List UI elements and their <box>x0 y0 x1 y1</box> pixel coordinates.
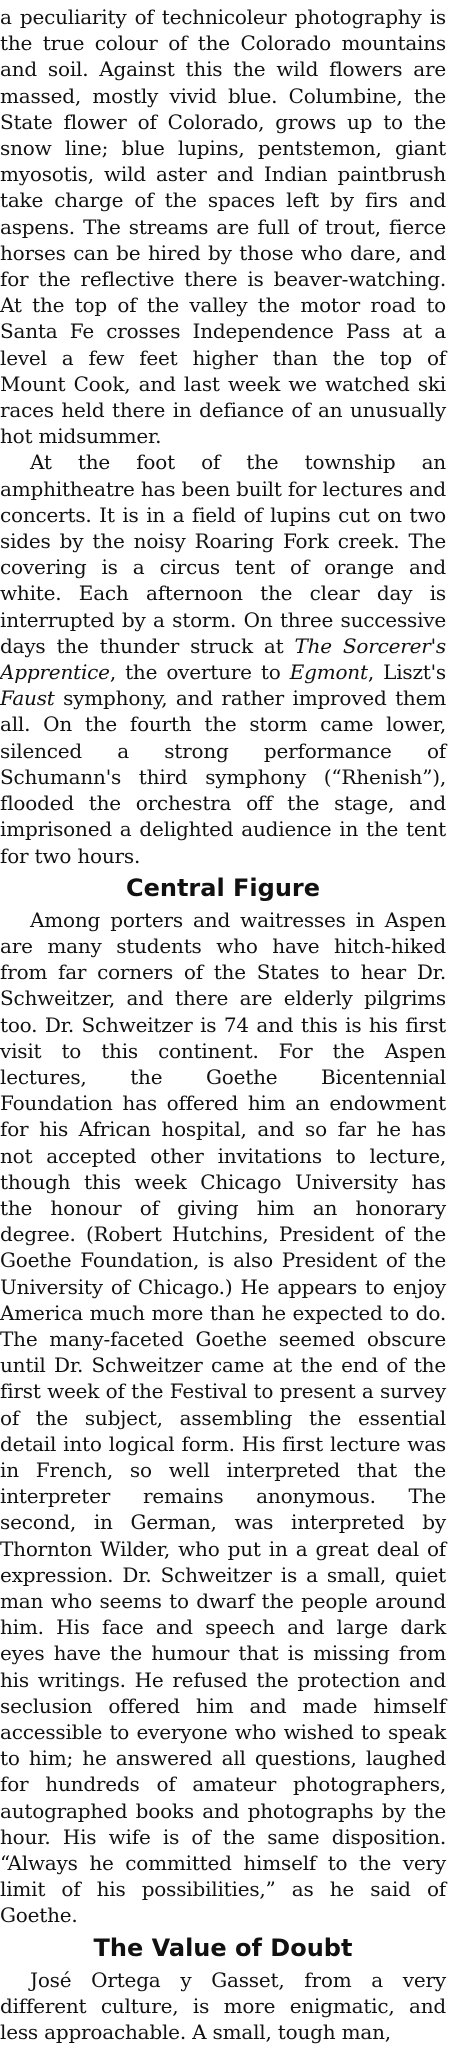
title-faust: Faust <box>0 686 55 711</box>
paragraph-amphitheatre-text-a: At the foot of the township an amphitheatre has been built for lectures and concerts. It is in a field of lupins cut on two sides by the noisy Roaring Fork creek. The covering is a circus tent of orange and white. Each afternoon the clear day is interrupted by a storm. On three successive days the thunder struck at <box>0 450 446 658</box>
paragraph-amphitheatre-text-c: , Liszt's <box>367 660 446 685</box>
paragraph-schweitzer: Among porters and waitresses in Aspen are many students who have hitch-hiked from far corners of the States to hear Dr. Schweitzer, and there are elderly pilgrims too. Dr. Schweitzer is 74 and this is his first visit to this continent. For the Aspen lectures, the Goethe Bicentennial Foundation has offered him an endowment for his African hospital, and so far he has not accepted other invitations to lecture, though this week Chicago University has the honour of giving him an honorary degree. (Robert Hutchins, President of the Goethe Foundation, is also President of the University of Chicago.) He appears to enjoy America much more than he expected to do. The many-faceted Goethe seemed obscure until Dr. Schweitzer came at the end of the first week of the Festival to present a survey of the subject, assembling the essential detail into logical form. His first lecture was in French, so well interpreted that the interpreter remains anonymous. The second, in German, was interpreted by Thornton Wilder, who put in a great deal of expression. Dr. Schweitzer is a small, quiet man who seems to dwarf the people around him. His face and speech and large dark eyes have the humour that is missing from his writings. He refused the protection and seclusion offered him and made himself accessible to everyone who wished to speak to him; he answered all questions, laughed for hundreds of amateur photographers, autographed books and photographs by the hour. His wife is of the same disposition. “Always he committed himself to the very limit of his possibilities,” as he said of Goethe. <box>0 907 446 1928</box>
paragraph-amphitheatre-text-d: symphony, and rather improved them all. On the fourth the storm came lower, silenced a strong performance of Schumann's third symphony (“Rhenish”), flooded the orchestra off the stage, and imprisoned a delighted audience in the tent for two hours. <box>0 686 446 868</box>
paragraph-amphitheatre-text-b: , the overture to <box>109 660 290 685</box>
title-egmont: Egmont <box>289 660 368 685</box>
title-sorcerers-apprentice: The Sorcerer's Apprentice <box>0 633 446 685</box>
section-heading-central-figure: Central Figure <box>125 873 321 902</box>
paragraph-ortega: José Ortega y Gasset, from a very different culture, is more enigmatic, and less approachable. A small, tough man, <box>0 1967 446 2045</box>
paragraph-colorado: a peculiarity of technicoleur photography is the true colour of the Colorado mountains and soil. Against this the wild flowers are massed, mostly vivid blue. Columbine, the State flower of Colorado, grows up to the snow line; blue lupins, pentstemon, giant myosotis, wild aster and Indian paintbrush take charge of the spaces left by firs and aspens. The streams are full of trout, fierce horses can be hired by those who dare, and for the reflective there is beaver-watching. At the top of the valley the motor road to Santa Fe crosses Independence Pass at a level a few feet higher than the top of Mount Cook, and last week we watched ski races held there in defiance of an unusually hot midsummer. <box>0 5 446 449</box>
section-heading-value-of-doubt: The Value of Doubt <box>93 1933 353 1962</box>
paragraph-amphitheatre <box>0 449 446 868</box>
